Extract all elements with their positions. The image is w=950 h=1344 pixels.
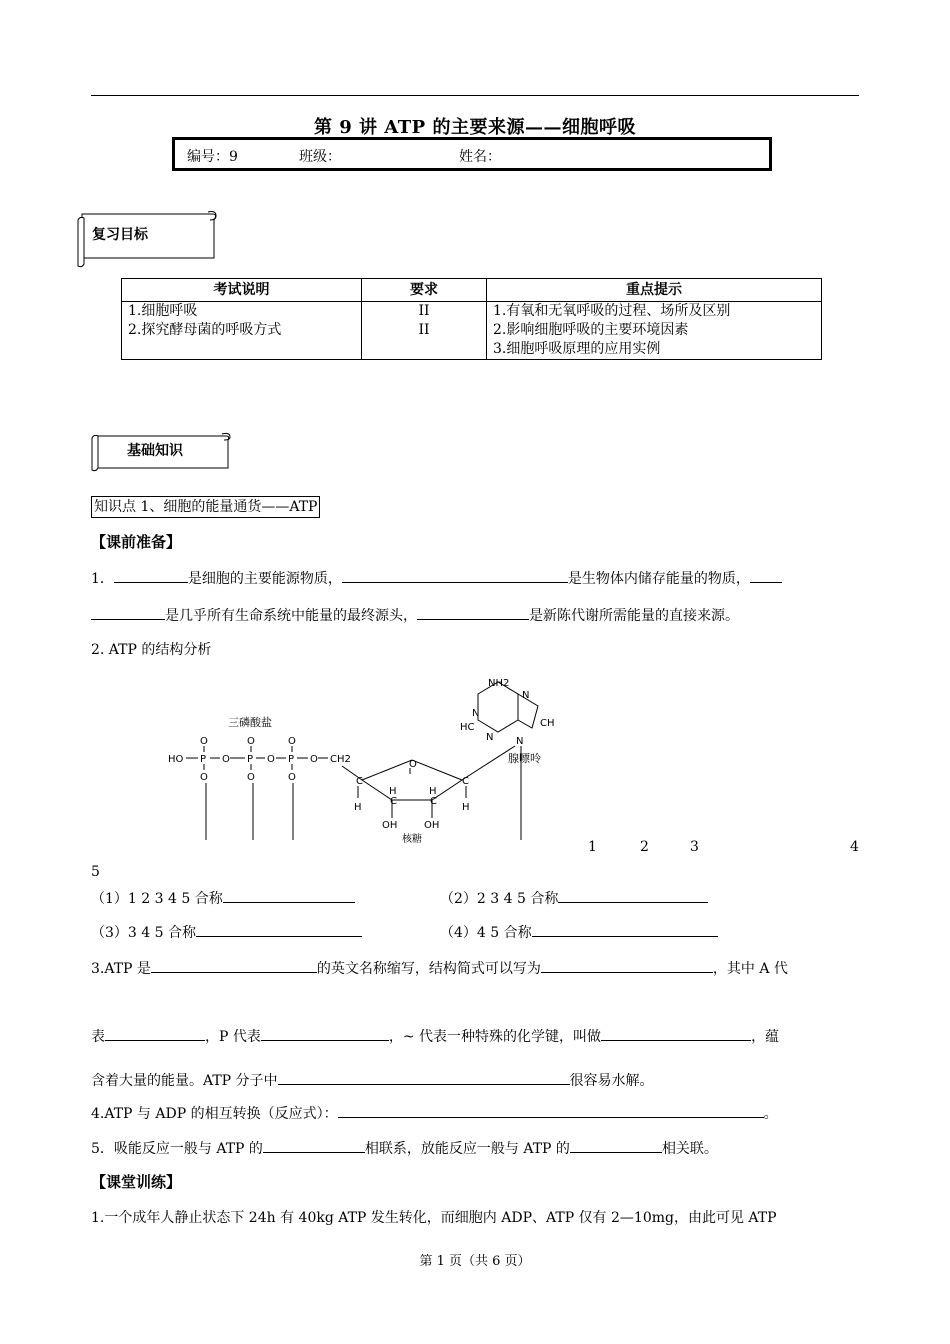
name-label: 姓名：	[459, 149, 501, 165]
question-5	[91, 1138, 718, 1158]
n-atom: N	[486, 732, 494, 743]
q5-text: 相联系，放能反应一般与 ATP 的	[364, 1141, 570, 1157]
q3-text: 的英文名称缩写，结构简式可以写为	[316, 961, 541, 977]
blank[interactable]	[570, 1138, 662, 1153]
q3-text: ，蕴	[751, 1029, 780, 1045]
p-atom: P	[288, 754, 295, 765]
review-goal-label: 复习目标	[92, 227, 148, 243]
training-question-1: 1.一个成年人静止状态下 24h 有 40kg ATP 发生转化，而细胞内 ADP、ATP 仅有 2—10mg，由此可见 ATP	[91, 1210, 777, 1226]
blank[interactable]	[263, 1138, 365, 1153]
blank[interactable]	[532, 922, 718, 937]
label-5: 5	[91, 864, 100, 880]
blank[interactable]	[750, 568, 782, 583]
c-atom: C	[390, 796, 397, 807]
blank[interactable]	[278, 1070, 570, 1085]
q3-text: 表	[91, 1029, 105, 1045]
question-2-title: 2. ATP 的结构分析	[91, 642, 212, 658]
h-atom: H	[389, 786, 397, 797]
hc-label: HC	[460, 722, 475, 733]
question-4	[91, 1103, 778, 1123]
phosphate-label: 三磷酸盐	[228, 716, 272, 729]
question-3-line2	[91, 1026, 779, 1046]
question-1-line1	[91, 568, 782, 588]
c-atom: C	[462, 776, 469, 787]
sub-text: （1）1 2 3 4 5 合称	[91, 891, 223, 907]
sub-text: （2）2 3 4 5 合称	[440, 891, 559, 907]
blank[interactable]	[261, 1026, 389, 1041]
blank[interactable]	[342, 568, 568, 583]
o-atom: O	[200, 772, 208, 783]
question-1-line2	[91, 605, 739, 625]
ribose-label: 核糖	[402, 834, 422, 845]
knowledge-point-title: 知识点 1、细胞的能量通货——ATP	[91, 496, 320, 518]
n-atom: N	[472, 708, 480, 719]
q1-number: 1．	[91, 571, 114, 587]
q5-text: 5．吸能反应一般与 ATP 的	[91, 1141, 263, 1157]
sub-text: （3）3 4 5 合称	[91, 925, 196, 941]
atp-structure-diagram	[160, 668, 580, 848]
blank[interactable]	[541, 958, 713, 973]
ch-label: CH	[540, 718, 555, 729]
q3-text: ，~ 代表一种特殊的化学键，叫做	[388, 1029, 602, 1045]
q1-text: 是几乎所有生命系统中能量的最终源头，	[165, 608, 417, 624]
basic-knowledge-label: 基础知识	[127, 443, 183, 459]
q5-text: 相关联。	[661, 1141, 718, 1157]
cell-line: 2.影响细胞呼吸的主要环境因素	[493, 322, 689, 338]
o-atom: O	[222, 754, 230, 765]
h-atom: H	[354, 802, 362, 813]
o-atom: O	[310, 754, 318, 765]
oh-label: OH	[424, 820, 440, 831]
c-atom: C	[356, 776, 363, 787]
o-atom: O	[288, 772, 296, 783]
oh-label: OH	[382, 820, 398, 831]
h-atom: H	[462, 802, 470, 813]
table-cell	[362, 302, 487, 360]
cell-line: 3.细胞呼吸原理的应用实例	[493, 341, 661, 357]
sub-text: （4）4 5 合称	[440, 925, 532, 941]
cell-line: II	[418, 303, 430, 319]
table-header: 重点提示	[487, 279, 822, 302]
blank[interactable]	[223, 888, 355, 903]
o-atom: O	[288, 736, 296, 747]
label-2: 2	[640, 839, 649, 855]
o-atom: O	[267, 754, 275, 765]
sub-question-2	[440, 888, 708, 908]
phosphate-group	[186, 736, 328, 783]
adenine-label: 腺嘌呤	[508, 752, 541, 765]
question-3-line1	[91, 958, 788, 978]
p-atom: P	[247, 754, 254, 765]
blank[interactable]	[417, 605, 529, 620]
blank[interactable]	[338, 1103, 764, 1118]
blank[interactable]	[558, 888, 708, 903]
table-header: 要求	[362, 279, 487, 302]
nh2-label: NH2	[488, 678, 510, 689]
p-atom: P	[200, 754, 207, 765]
page-title: 第 9 讲 ATP 的主要来源——细胞呼吸	[313, 117, 636, 138]
prep-heading: 【课前准备】	[91, 533, 182, 551]
number-label: 编号：9	[187, 149, 238, 165]
q1-text: 是细胞的主要能源物质，	[187, 571, 342, 587]
table-header: 考试说明	[122, 279, 362, 302]
o-atom: O	[200, 736, 208, 747]
question-3-line3	[91, 1070, 654, 1090]
sub-question-4	[440, 922, 718, 942]
training-heading: 【课堂训练】	[91, 1173, 182, 1191]
q3-text: 很容易水解。	[569, 1073, 654, 1089]
label-1: 1	[588, 839, 597, 855]
ribose-ring	[342, 746, 515, 818]
cell-line: 1.细胞呼吸	[128, 303, 198, 319]
blank[interactable]	[105, 1026, 205, 1041]
label-4: 4	[850, 839, 859, 855]
cell-line: 2.探究酵母菌的呼吸方式	[128, 322, 282, 338]
n-atom: N	[522, 690, 530, 701]
blank[interactable]	[114, 568, 188, 583]
o-atom: O	[247, 736, 255, 747]
cell-line: II	[418, 322, 430, 338]
sub-question-1	[91, 888, 355, 908]
o-atom: O	[247, 772, 255, 783]
blank[interactable]	[196, 922, 362, 937]
ho-label: HO	[168, 754, 184, 765]
q1-text: 是生物体内储存能量的物质，	[567, 571, 750, 587]
q3-text: ，P 代表	[205, 1029, 261, 1045]
q3-text: 3.ATP 是	[91, 961, 151, 977]
cell-line: 1.有氧和无氧呼吸的过程、场所及区别	[493, 303, 731, 319]
class-label: 班级：	[299, 149, 341, 165]
pointer-lines	[206, 746, 521, 840]
o-atom: O	[409, 759, 417, 770]
sub-question-3	[91, 922, 362, 942]
h-atom: H	[429, 786, 437, 797]
requirements-table	[121, 278, 822, 360]
label-3: 3	[690, 839, 699, 855]
table-cell	[122, 302, 362, 360]
q4-text: 。	[763, 1106, 778, 1122]
blank[interactable]	[151, 958, 317, 973]
q3-text: 含着大量的能量。ATP 分子中	[91, 1073, 278, 1089]
header-rule	[91, 95, 859, 96]
page-footer: 第 1 页（共 6 页）	[419, 1254, 531, 1269]
info-box	[172, 137, 772, 171]
blank[interactable]	[91, 605, 165, 620]
blank[interactable]	[601, 1026, 751, 1041]
q4-text: 4.ATP 与 ADP 的相互转换（反应式）：	[91, 1106, 338, 1122]
q1-text: 是新陈代谢所需能量的直接来源。	[529, 608, 739, 624]
q3-text: ，其中 A 代	[712, 961, 788, 977]
ch2-label: CH2	[330, 754, 351, 765]
c-atom: C	[430, 796, 437, 807]
table-cell	[487, 302, 822, 360]
n-atom: N	[516, 736, 524, 747]
